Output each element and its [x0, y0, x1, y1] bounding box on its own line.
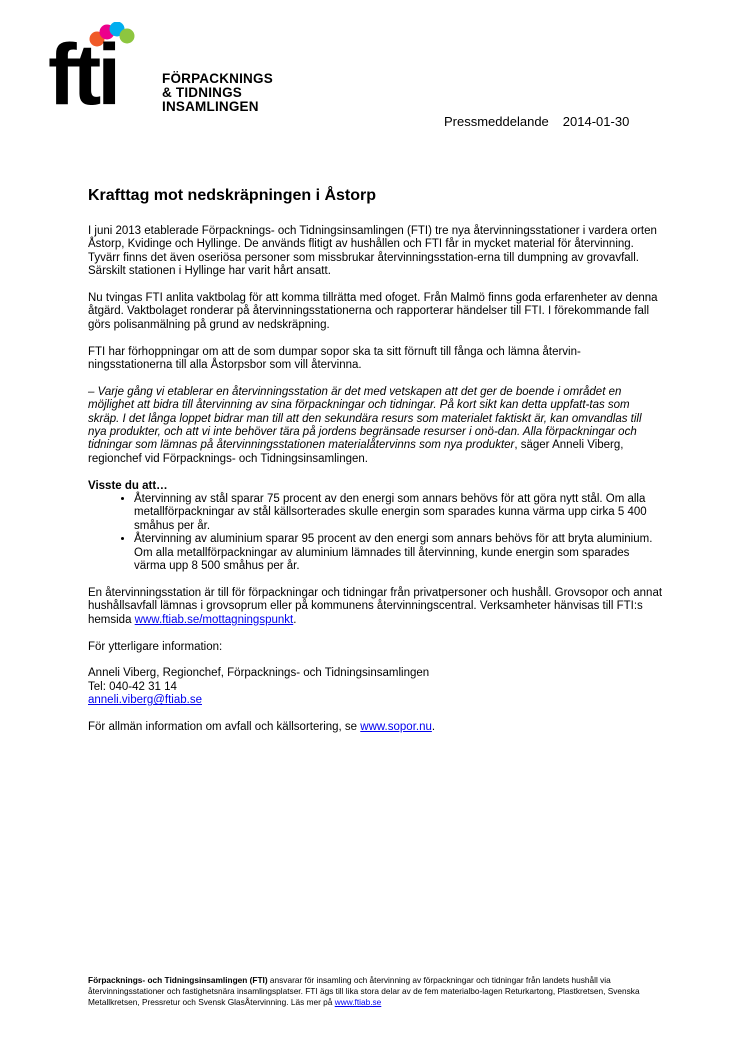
paragraph-3: FTI har förhoppningar om att de som dumpar sopor ska ta sitt förnuft till fånga och lämna återvin-ningsstationerna till alla Åstorpsbor som vill återvinna. [88, 345, 581, 372]
logo-text [162, 72, 273, 114]
press-label: Pressmeddelande [444, 114, 549, 129]
logo-line-1: FÖRPACKNINGS [162, 71, 273, 86]
sopor-link[interactable]: www.sopor.nu [360, 720, 432, 733]
page-title: Krafttag mot nedskräpningen i Åstorp [88, 187, 377, 204]
facts-heading: Visste du att… [88, 479, 168, 492]
station-text: En återvinningsstation är till för förpackningar och tidningar från privatpersoner och hushåll. Grovsopor och annat hushållsavfall lämnas i grovsoprum eller på kommunens återvinningscentral. Verksamheter hänvisas till FTI:s hemsida [88, 586, 663, 626]
quote-text: – Varje gång vi etablerar en återvinningsstation är det med vetskapen att det ger de boende i området en möjlighet att bidra till återvinning av sina förpackningar och tidningar. På kort sikt kan detta uppfatt-tas som skräp. I det långa loppet bidrar man till att den sekundära resurs som materialet faktiskt är, kan omvandlas till nya produkter, och att vi inte behöver tära på jordens begränsade resurser i onö-dan. Alla förpackningar och tidningar som lämnas på återvinningsstationen materialåtervinns som nya produkter [88, 385, 642, 452]
station-paragraph: En återvinningsstation är till för förpackningar och tidningar från privatpersoner och hushåll. Grovsopor och annat hushållsavfall lämnas i grovsoprum eller på kommunens återvinningscentral. Verksamheter hänvisas till FTI:s hemsida www.ftiab.se/mottagningspunkt. [88, 586, 663, 626]
more-info-label: För ytterligare information: [88, 640, 223, 653]
contact-tel: Tel: 040-42 31 14 [88, 680, 177, 693]
footer-org-name: Förpacknings- och Tidningsinsamlingen (FTI) [88, 975, 268, 985]
press-release-body [88, 186, 663, 748]
fti-logo [46, 22, 286, 122]
contact-block [88, 667, 663, 707]
general-info-paragraph: För allmän information om avfall och källsortering, se www.sopor.nu. [88, 720, 436, 733]
facts-list [88, 493, 663, 573]
paragraph-2: Nu tvingas FTI anlita vaktbolag för att komma tillrätta med ofoget. Från Malmö finns goda erfarenheter av denna åtgärd. Vaktbolaget ronderar på återvinningsstationerna och rapporterar händelser till FTI. I förekommande fall görs polisanmälning på grund av nedskräpning. [88, 292, 658, 331]
contact-email-link[interactable]: anneli.viberg@ftiab.se [88, 694, 202, 707]
quote-attribution: , säger Anneli Viberg, regionchef vid Förpacknings- och Tidningsinsamlingen. [88, 439, 624, 465]
logo-dot-green [120, 29, 135, 44]
paragraph-1: I juni 2013 etablerade Förpacknings- och Tidningsinsamlingen (FTI) tre nya återvinningsstationer i vardera orten Åstorp, Kvidinge och Hyllinge. De används flitigt av hushållen och FTI får in mycket material för återvinning. Tyvärr finns det även oseriösa personer som missbrukar återvinningsstation-erna till dumpning av grovavfall. Särskilt stationen i Hyllinge har varit hårt ansatt. [88, 225, 657, 278]
list-item: • Återvinning av aluminium sparar 95 procent av den energi som annars behövs för att bryta aluminium. Om alla metallförpackningar av aluminium lämnades till återvinning, kunde energin som sparades värma upp 8 500 småhus per år. [134, 533, 663, 573]
footer-description: ansvarar för insamling och återvinning av förpackningar och tidningar från landets hushåll via återvinningsstationer och fastighetsnära insamlingsplatser. FTI ägs till lika stora delar av de fem materialbo-lagen Returkartong, Plastkretsen, Svenska Metallkretsen, Pressretur och Svensk GlasÅtervinning. Läs mer på [88, 975, 640, 1007]
list-item: • Återvinning av stål sparar 75 procent av den energi som annars behövs för att göra nytt stål. Om alla metallförpackningar av stål källsorterades skulle energin som sparades kunna värma upp cirka 5 400 småhus per år. [134, 493, 663, 533]
logo-wordmark: fti [48, 27, 118, 123]
quote-paragraph [88, 386, 663, 466]
contact-name: Anneli Viberg, Regionchef, Förpacknings- och Tidningsinsamlingen [88, 667, 430, 680]
logo-line-3: INSAMLINGEN [162, 99, 259, 114]
footer-text [88, 975, 663, 1008]
general-text: För allmän information om avfall och källsortering, se [88, 720, 361, 733]
press-date: 2014-01-30 [562, 114, 630, 129]
logo-line-2: & TIDNINGS [162, 85, 243, 100]
mottagningspunkt-link[interactable]: www.ftiab.se/mottagningspunkt [134, 613, 294, 626]
press-header [444, 114, 629, 129]
footer-ftiab-link[interactable]: www.ftiab.se [334, 997, 382, 1007]
